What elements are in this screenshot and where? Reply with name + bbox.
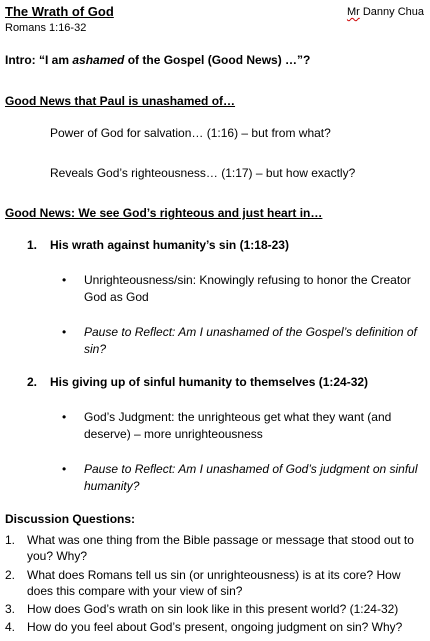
- bullet-text: Unrighteousness/sin: Knowingly refusing to honor the Creator God as God: [84, 273, 411, 304]
- bullet-text: Pause to Reflect: Am I unashamed of the Gospel’s definition of sin?: [84, 325, 417, 356]
- bullet-icon: •: [62, 410, 67, 424]
- point-number: 2.: [27, 375, 38, 389]
- section-heading-good-news: Good News: We see God’s righteous and just heart in…: [5, 206, 323, 220]
- intro-line: [5, 53, 310, 67]
- question-text: What does Romans tell us sin (or unrighteousness) is at its core? How does this compare with your view of sin?: [27, 568, 401, 598]
- bullet-icon: •: [62, 462, 67, 476]
- scripture-reference: Romans 1:16-32: [5, 22, 87, 34]
- discussion-question: [5, 532, 415, 564]
- bullet-text: Pause to Reflect: Am I unashamed of God’s judgment on sinful humanity?: [84, 462, 418, 493]
- author: [347, 6, 424, 18]
- point-label: His giving up of sinful humanity to themselves (1:24-32): [50, 375, 369, 389]
- intro-pre: Intro: “I am: [5, 53, 73, 67]
- question-text: How does God’s wrath on sin look like in this present world? (1:24-32): [27, 602, 399, 616]
- author-name: Danny Chua: [362, 6, 424, 18]
- point-label: His wrath against humanity’s sin (1:18-23): [50, 238, 289, 252]
- bullet-text: God’s Judgment: the unrighteous get what they want (and deserve) – more unrighteousness: [84, 410, 392, 441]
- list-item: [62, 409, 430, 445]
- bullet-icon: •: [62, 273, 67, 287]
- bullet-icon: •: [62, 325, 67, 339]
- discussion-question: [5, 567, 415, 599]
- discussion-heading: Discussion Questions:: [5, 512, 136, 526]
- list-item: [62, 461, 430, 497]
- intro-post: of the Gospel (Good News) …”?: [124, 53, 311, 67]
- question-text: How do you feel about God’s present, ongoing judgment on sin? Why?: [27, 620, 403, 634]
- question-number: 3.: [5, 602, 16, 616]
- section-heading-unashamed: Good News that Paul is unashamed of…: [5, 94, 236, 108]
- author-title: Mr: [346, 6, 360, 18]
- list-item: [62, 272, 430, 308]
- section1-line: Reveals God’s righteousness… (1:17) – but how exactly?: [50, 166, 356, 180]
- discussion-question: [5, 601, 415, 617]
- question-number: 2.: [5, 568, 16, 582]
- document-title: The Wrath of God: [5, 4, 114, 19]
- section1-line: Power of God for salvation… (1:16) – but from what?: [50, 126, 331, 140]
- discussion-question: [5, 619, 415, 635]
- point-number: 1.: [27, 238, 38, 252]
- list-item: [62, 324, 430, 360]
- question-text: What was one thing from the Bible passage or message that stood out to you? Why?: [27, 533, 414, 563]
- question-number: 4.: [5, 620, 16, 634]
- question-number: 1.: [5, 533, 16, 547]
- intro-emphasis: ashamed: [72, 53, 125, 67]
